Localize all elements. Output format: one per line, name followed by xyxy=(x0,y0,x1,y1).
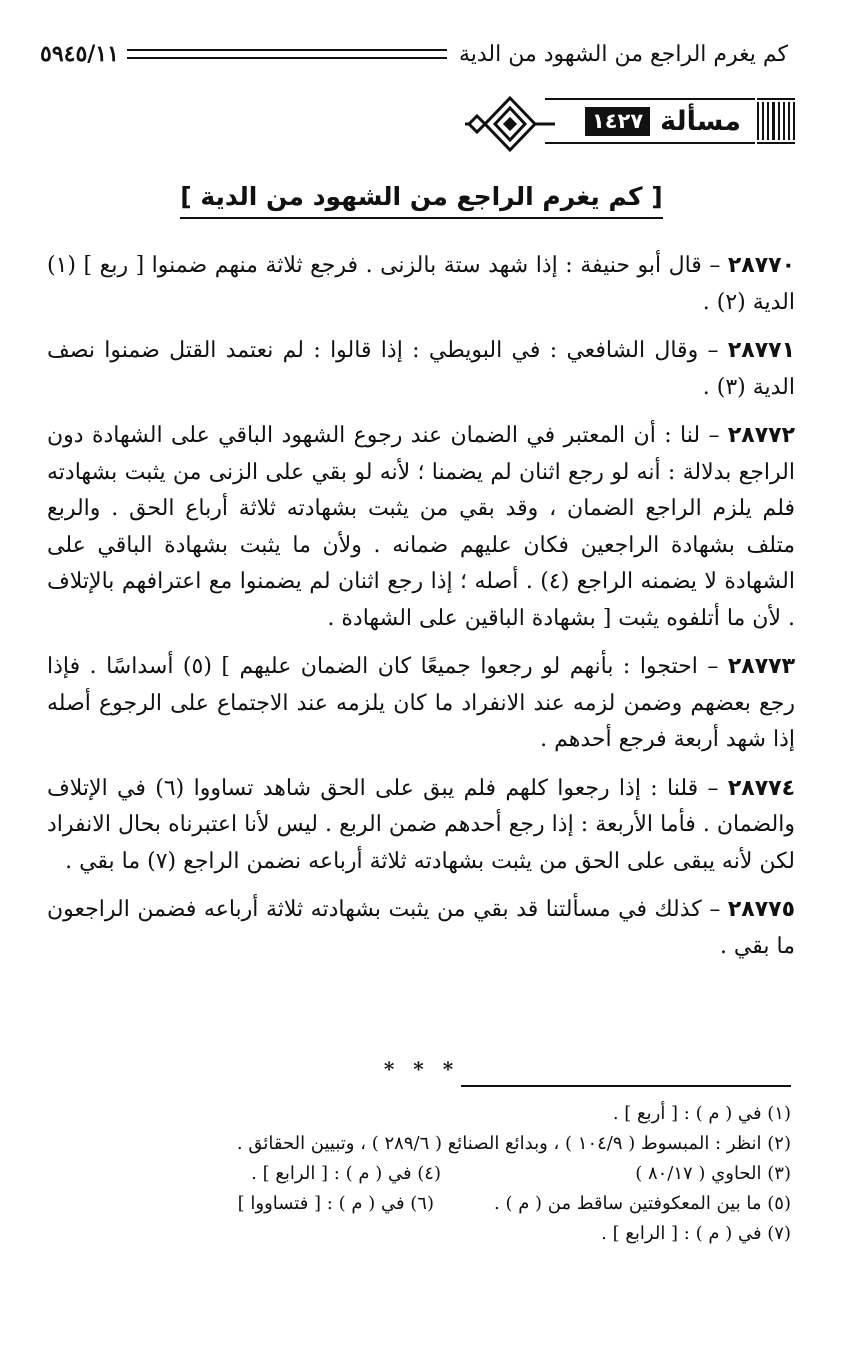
running-header xyxy=(40,34,788,74)
paragraph-text: – قال أبو حنيفة : إذا شهد ستة بالزنى . فرجع ثلاثة منهم ضمنوا [ ربع ] (١) الدية (٢) . xyxy=(47,253,795,315)
banner-bars-ornament xyxy=(757,98,795,144)
paragraph xyxy=(47,771,795,881)
masala-banner xyxy=(465,92,795,156)
footnote-4: (٤) في ( م ) : [ الرابع ] . xyxy=(251,1163,441,1184)
paragraph-number: ٢٨٧٧٥ xyxy=(727,897,796,922)
paragraph-number: ٢٨٧٧٤ xyxy=(727,775,795,801)
footnote-6: (٦) في ( م ) : [ فتساووا ] xyxy=(237,1193,434,1214)
footnote-row xyxy=(71,1099,791,1129)
section-heading xyxy=(0,182,843,211)
masala-label: مسألة xyxy=(660,105,741,137)
paragraph-number: ٢٨٧٧١ xyxy=(727,338,795,363)
footnotes xyxy=(71,1099,791,1249)
page-number: ٥٩٤٥/١١ xyxy=(40,41,119,67)
main-body xyxy=(47,248,795,977)
footnote-7: (٧) في ( م ) : [ الرابع ] . xyxy=(601,1223,791,1244)
running-header-title: كم يغرم الراجع من الشهود من الدية xyxy=(458,41,788,67)
paragraph-number: ٢٨٧٧٠ xyxy=(727,253,795,278)
paragraph-text: – لنا : أن المعتبر في الضمان عند رجوع الشهود الباقي على الشهادة دون الراجع بدلالة : أنه لو رجع اثنان لم يضمنا ؛ لأنه لو بقي على الزنى من يثبت بشهادته فلم يلزم الراجع الضمان ، وقد بقي من يثبت بشهادته ثلاثة أرباع الحق . والربع متلف بشهادة الراجعين فكان عليهم ضمانه . ولأن ما يثبت بشهادة الباقي على الشهادة لا يضمنه الراجع (٤) . أصله ؛ إذا رجع اثنان لم يضمنوا مع اعترافهم بالإتلاف . لأن ما أتلفوه يثبت [ بشهادة الباقين على الشهادة . xyxy=(47,423,795,631)
paragraph-text: – قلنا : إذا رجعوا كلهم فلم يبق على الحق شاهد تساووا (٦) في الإتلاف والضمان . فأما الأربعة : إذا رجع أحدهم ضمن الربع . ليس لأنا اعتبرناه بحال الانفراد لكن لأنه يبقى على الحق من يثبت بشهادته ثلاثة أرباعه نضمن الراجع (٧) ما بقي . xyxy=(47,775,795,874)
paragraph xyxy=(47,649,795,759)
paragraph-text: – كذلك في مسألتنا قد بقي من يثبت بشهادته ثلاثة أرباعه فضمن الراجعون ما بقي . xyxy=(47,897,795,959)
paragraph xyxy=(47,333,795,406)
footnote-2: (٢) انظر : المبسوط ( ١٠٤/٩ ) ، وبدائع الصنائع ( ٢٨٩/٦ ) ، وتبيين الحقائق . xyxy=(236,1133,791,1154)
paragraph xyxy=(47,418,795,637)
paragraph-number: ٢٨٧٧٣ xyxy=(727,654,795,679)
paragraph xyxy=(47,892,795,965)
footnote-row xyxy=(71,1219,791,1249)
paragraph-text: – احتجوا : بأنهم لو رجعوا جميعًا كان الضمان عليهم ] (٥) أسداسًا . فإذا رجع بعضهم وضمن لزمه عند الانفراد ما كان يلزمه عند الاجتماع على الرجوع أصله إذا شهد أربعة فرجع أحدهم . xyxy=(47,654,795,752)
footnote-row xyxy=(71,1129,791,1159)
masala-number: ١٤٢٧ xyxy=(585,107,650,136)
footnote-row xyxy=(71,1159,791,1189)
footnote-5: (٥) ما بين المعكوفتين ساقط من ( م ) . xyxy=(494,1193,791,1214)
masala-label-box xyxy=(545,98,755,144)
footnote-3: (٣) الحاوي ( ٨٠/١٧ ) xyxy=(635,1163,791,1184)
section-heading-text: [ كم يغرم الراجع من الشهود من الدية ] xyxy=(180,182,662,219)
footnote-1: (١) في ( م ) : [ أربع ] . xyxy=(612,1103,791,1124)
footnote-row xyxy=(71,1189,791,1219)
running-header-rule xyxy=(127,49,447,59)
section-separator: * * * xyxy=(383,1057,460,1081)
paragraph xyxy=(47,248,795,321)
arabesque-ornament-icon xyxy=(465,92,555,156)
paragraph-number: ٢٨٧٧٢ xyxy=(727,423,795,448)
paragraph-text: – وقال الشافعي : في البويطي : إذا قالوا : لم نعتمد القتل ضمنوا نصف الدية (٣) . xyxy=(47,338,795,400)
footnote-divider xyxy=(461,1085,791,1087)
